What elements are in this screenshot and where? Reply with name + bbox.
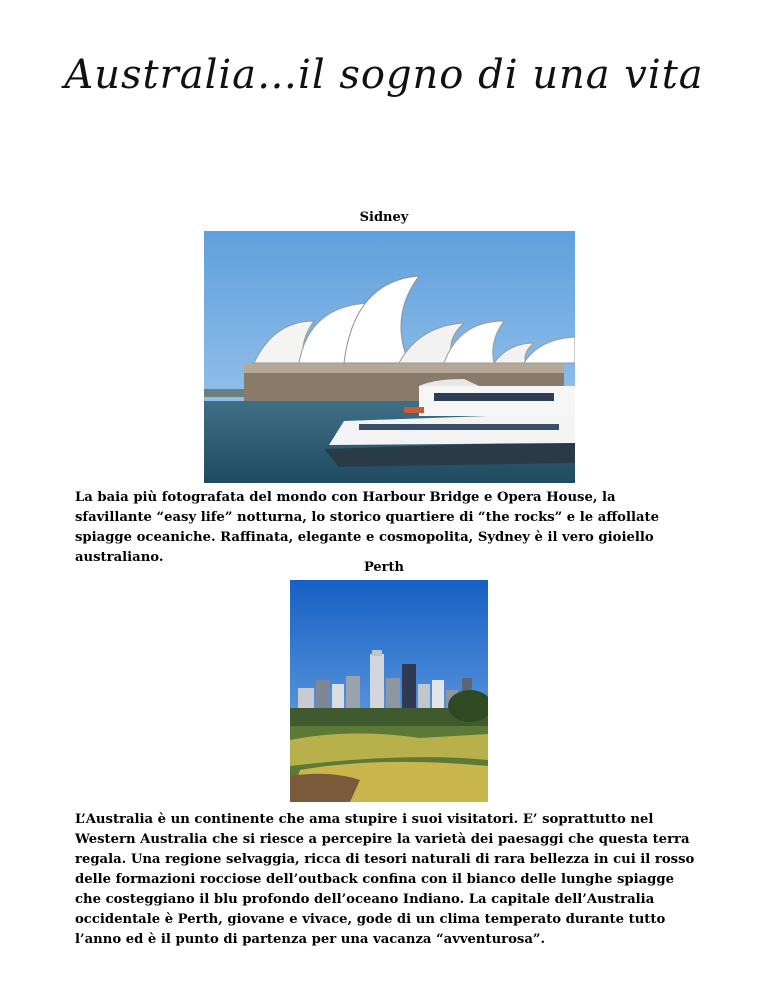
caption-perth: Perth	[363, 560, 404, 575]
page-title: Australia…il sogno di una vita	[64, 52, 704, 98]
perth-skyline-photo	[290, 580, 488, 802]
caption-sidney: Sidney	[359, 210, 409, 225]
sydney-opera-house-photo	[204, 231, 575, 483]
paragraph-sidney: La baia più fotografata del mondo con Harbour Bridge e Opera House, la sfavillante “easy life” notturna, lo storico quartiere di “the rocks” e le affollate spiagge oceaniche. Raffinata, elegante e cosmopolita, Sydney è il vero gioiello australiano.	[75, 490, 659, 565]
paragraph-perth: L’Australia è un continente che ama stupire i suoi visitatori. E’ soprattutto nel Western Australia che si riesce a percepire la varietà dei paesaggi che questa terra regala. Una regione selvaggia, ricca di tesori naturali di rara bellezza in cui il rosso delle formazioni rocciose dell’outback confina con il bianco delle lunghe spiagge che costeggiano il blu profondo dell’oceano Indiano. La capitale dell’Australia occidentale è Perth, giovane e vivace, gode di un clima temperato durante tutto l’anno ed è il punto di partenza per una vacanza “avventurosa”.	[75, 812, 695, 947]
